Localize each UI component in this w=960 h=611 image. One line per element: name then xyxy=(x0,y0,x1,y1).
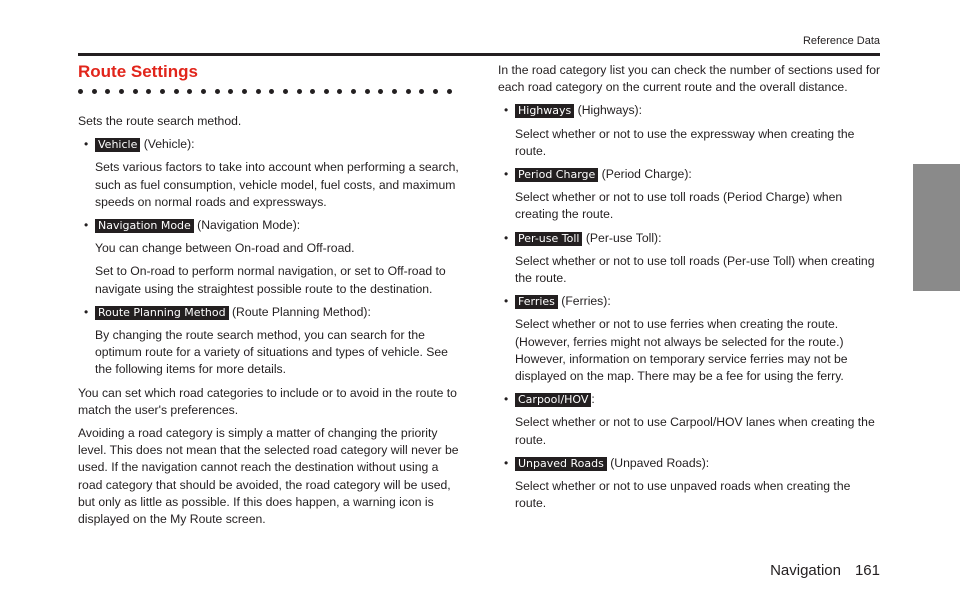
item-description: Select whether or not to use Carpool/HOV lanes when creating the route. xyxy=(515,415,875,447)
setting-tag: Carpool/HOV xyxy=(515,393,591,407)
setting-tag-caption: (Navigation Mode): xyxy=(193,218,301,233)
bullet-icon: • xyxy=(84,304,89,319)
divider-dot xyxy=(146,89,151,94)
item-heading xyxy=(515,230,884,247)
divider-dot xyxy=(365,89,370,94)
divider-dot xyxy=(310,89,315,94)
body-paragraph: You can set which road categories to include or to avoid in the route to match the user's preferences. xyxy=(78,385,457,417)
divider-dot xyxy=(78,89,83,94)
list-item xyxy=(498,102,884,160)
bullet-icon: • xyxy=(504,455,509,470)
setting-tag: Unpaved Roads xyxy=(515,457,607,471)
item-heading xyxy=(515,293,884,310)
body-paragraph: Avoiding a road category is simply a matter of changing the priority level. This does not mean that the selected road category will never be used. If the navigation cannot reach the destination without using a road category that should be avoided, the road category will be used, but only as little as possible. If this does happen, a warning icon is displayed on the My Route screen. xyxy=(78,426,459,527)
setting-tag-caption: (Route Planning Method): xyxy=(228,304,371,319)
item-heading xyxy=(515,391,884,408)
item-description: Select whether or not to use the expressway when creating the route. xyxy=(515,126,855,158)
divider-dot xyxy=(215,89,220,94)
left-paragraphs xyxy=(78,385,464,529)
divider-dot xyxy=(228,89,233,94)
setting-tag-caption: (Unpaved Roads): xyxy=(606,455,710,470)
setting-tag-caption: (Per-use Toll): xyxy=(582,230,662,245)
item-description: Sets various factors to take into account when performing a search, such as fuel consumption, vehicle model, fuel costs, and maximum speeds on normal roads and expressways. xyxy=(95,160,459,209)
bullet-icon: • xyxy=(504,230,509,245)
divider-dot xyxy=(283,89,288,94)
divider-dot xyxy=(392,89,397,94)
divider-dot xyxy=(351,89,356,94)
setting-tag: Per-use Toll xyxy=(515,232,582,246)
right-column xyxy=(498,62,884,518)
item-description: Select whether or not to use toll roads (Period Charge) when creating the route. xyxy=(515,190,843,222)
divider-dot xyxy=(160,89,165,94)
divider-dot xyxy=(433,89,438,94)
item-description: Select whether or not to use toll roads (Per-use Toll) when creating the route. xyxy=(515,253,875,286)
item-heading xyxy=(95,217,464,234)
bullet-icon: • xyxy=(504,392,509,407)
item-description: Select whether or not to use ferries when creating the route. (However, ferries might not always be selected for the route.) However, information on temporary service ferries may not be displayed on the map. There may be a fee for using the ferry. xyxy=(515,317,848,384)
divider-dot xyxy=(324,89,329,94)
right-intro-text: In the road category list you can check the number of sections used for each road category on the current route and the overall distance. xyxy=(498,63,881,95)
item-description: Set to On-road to perform normal navigation, or set to Off-road to navigate using the straightest possible route to the destination. xyxy=(95,264,446,296)
chapter-side-tab xyxy=(913,164,960,291)
item-description: By changing the route search method, you can search for the optimum route for a variety of situations and types of vehicle. See the following items for more details. xyxy=(95,328,448,377)
divider-dot xyxy=(419,89,424,94)
item-description: Select whether or not to use unpaved roads when creating the route. xyxy=(515,479,851,511)
setting-tag-caption: (Ferries): xyxy=(557,294,611,309)
divider-dot xyxy=(92,89,97,94)
header-label: Reference Data xyxy=(802,35,880,47)
section-title: Route Settings xyxy=(78,62,198,81)
list-item xyxy=(78,304,464,379)
item-heading xyxy=(95,304,464,321)
list-item xyxy=(498,455,884,513)
item-heading xyxy=(515,455,884,472)
divider-dot xyxy=(242,89,247,94)
bullet-icon: • xyxy=(504,294,509,309)
list-item xyxy=(498,230,884,288)
divider-dot xyxy=(337,89,342,94)
divider-dot xyxy=(187,89,192,94)
setting-tag: Period Charge xyxy=(515,168,598,182)
intro-text: Sets the route search method. xyxy=(78,114,242,128)
divider-dot xyxy=(297,89,302,94)
list-item xyxy=(78,136,464,211)
footer-section: Navigation xyxy=(770,562,841,579)
setting-tag: Navigation Mode xyxy=(95,219,194,233)
divider-dot xyxy=(174,89,179,94)
divider-dot xyxy=(269,89,274,94)
left-column xyxy=(78,62,464,534)
setting-tag: Highways xyxy=(515,104,574,118)
setting-tag: Ferries xyxy=(515,295,558,309)
divider-dot xyxy=(378,89,383,94)
bullet-icon: • xyxy=(504,103,509,118)
right-item-list xyxy=(498,102,884,512)
divider-dot xyxy=(119,89,124,94)
list-item xyxy=(498,293,884,385)
item-heading xyxy=(515,166,884,183)
bullet-icon: • xyxy=(504,167,509,182)
divider-dot xyxy=(133,89,138,94)
divider-dot xyxy=(201,89,206,94)
setting-tag-caption: (Period Charge): xyxy=(598,167,692,182)
left-item-list xyxy=(78,136,464,378)
setting-tag: Vehicle xyxy=(95,138,140,152)
item-heading xyxy=(515,102,884,119)
header-divider xyxy=(78,53,880,56)
item-description: You can change between On-road and Off-road. xyxy=(95,241,355,256)
dotted-divider xyxy=(78,89,452,95)
divider-dot xyxy=(105,89,110,94)
setting-tag-caption: (Highways): xyxy=(574,103,642,118)
bullet-icon: • xyxy=(84,137,89,152)
setting-tag: Route Planning Method xyxy=(95,306,229,320)
page-number: 161 xyxy=(854,562,880,579)
setting-tag-caption: (Vehicle): xyxy=(140,137,195,152)
list-item xyxy=(78,217,464,298)
divider-dot xyxy=(256,89,261,94)
bullet-icon: • xyxy=(84,218,89,233)
setting-tag-caption: : xyxy=(591,392,595,407)
page-footer xyxy=(756,562,880,579)
divider-dot xyxy=(447,89,452,94)
list-item xyxy=(498,166,884,224)
item-heading xyxy=(95,136,464,153)
divider-dot xyxy=(406,89,411,94)
list-item xyxy=(498,391,884,449)
